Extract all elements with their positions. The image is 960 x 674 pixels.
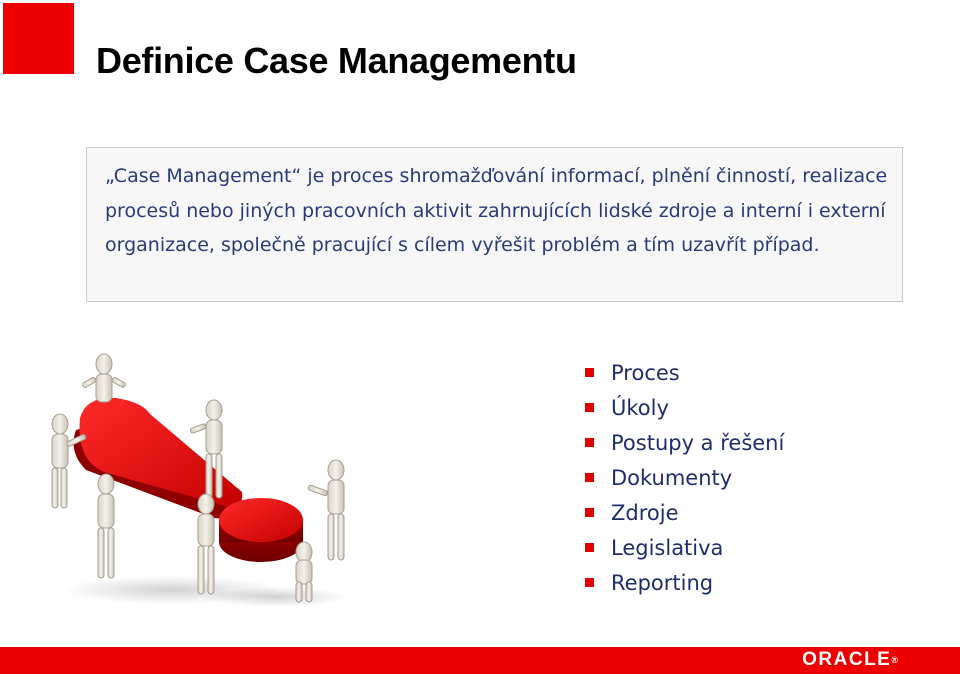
bullet-text: Proces	[611, 360, 680, 385]
bullet-text: Reporting	[611, 570, 714, 595]
oracle-logo	[802, 650, 898, 670]
slide-title: Definice Case Managementu	[96, 40, 577, 81]
bullet-text: Postupy a řešení	[611, 430, 785, 455]
red-square-bullet-icon	[585, 508, 594, 517]
oracle-logo-text: ORACLE	[802, 649, 892, 670]
mannequins-carrying-exclamation-icon	[46, 352, 366, 607]
bullet-list	[585, 355, 784, 600]
bullet-text: Zdroje	[611, 500, 679, 525]
bullet-item	[585, 530, 784, 565]
bullet-item	[585, 355, 784, 390]
red-square-bullet-icon	[585, 543, 594, 552]
bullet-text: Úkoly	[611, 395, 669, 420]
bullet-text: Dokumenty	[611, 465, 733, 490]
mannequins-exclamation-illustration	[46, 352, 366, 607]
bullet-item	[585, 390, 784, 425]
red-square-bullet-icon	[585, 403, 594, 412]
red-square-bullet-icon	[585, 438, 594, 447]
red-square-bullet-icon	[585, 368, 594, 377]
footer-bar	[0, 647, 960, 674]
bullet-item	[585, 565, 784, 600]
bullet-item	[585, 425, 784, 460]
red-square-bullet-icon	[585, 578, 594, 587]
bullet-text: Legislativa	[611, 535, 724, 560]
definition-text: „Case Management“ je proces shromažďování informací, plnění činností, realizace procesů nebo jiných pracovních aktivit zahrnujících lidské zdroje a interní i externí organizace, společně pracující s cílem vyřešit problém a tím uzavřít případ.	[105, 165, 888, 256]
registered-mark: ®	[891, 655, 898, 665]
bullet-item	[585, 495, 784, 530]
bullet-item	[585, 460, 784, 495]
red-square-bullet-icon	[585, 473, 594, 482]
red-accent-square	[3, 3, 74, 74]
definition-box	[86, 147, 903, 302]
